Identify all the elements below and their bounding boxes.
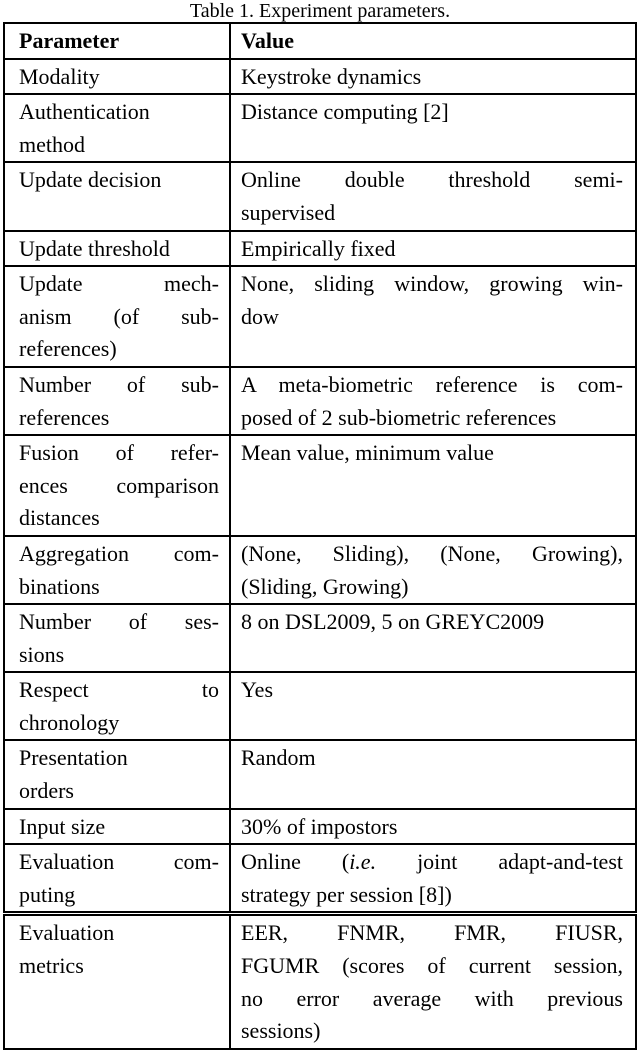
cell-line: references — [19, 404, 110, 430]
cell-line: Evaluation — [19, 920, 115, 946]
cell-line: orders — [19, 778, 74, 804]
parameter-cell — [4, 740, 230, 808]
cell-line: Keystroke dynamics — [241, 63, 422, 89]
cell-line: (None, Sliding), (None, Growing), — [241, 540, 623, 566]
parameter-cell — [4, 604, 230, 672]
table-row — [4, 367, 636, 435]
cell-line: dow — [241, 303, 279, 329]
cell-line: metrics — [19, 953, 84, 979]
table-caption: Table 1. Experiment parameters. — [189, 0, 451, 22]
cell-line: Random — [241, 745, 316, 771]
parameter-cell — [4, 231, 230, 267]
cell-line: references) — [19, 336, 117, 362]
value-cell — [230, 604, 636, 672]
cell-line: Number of sub- — [19, 371, 219, 397]
cell-line: Authentication — [19, 99, 150, 125]
cell-line: binations — [19, 573, 100, 599]
value-cell — [230, 740, 636, 808]
value-cell — [230, 809, 636, 845]
parameter-cell — [4, 914, 230, 1049]
parameter-cell — [4, 162, 230, 230]
table-row — [4, 844, 636, 914]
cell-line: posed of 2 sub-biometric references — [241, 404, 557, 430]
cell-line: Update threshold — [19, 235, 170, 261]
cell-line: Respect to — [19, 677, 219, 703]
cell-line: (Sliding, Growing) — [241, 573, 409, 599]
table-header-row — [4, 23, 636, 59]
value-cell — [230, 914, 636, 1049]
cell-line: strategy per session [8]) — [241, 881, 452, 907]
cell-line: Number of ses- — [19, 609, 219, 635]
value-cell — [230, 367, 636, 435]
cell-line: Yes — [241, 677, 274, 703]
table-row — [4, 435, 636, 536]
value-cell — [230, 536, 636, 604]
parameter-cell — [4, 844, 230, 914]
table-row — [4, 914, 636, 1049]
table-row — [4, 94, 636, 162]
value-cell — [230, 672, 636, 740]
cell-line: Modality — [19, 63, 100, 89]
cell-line: method — [19, 131, 85, 157]
cell-line: Distance computing [2] — [241, 99, 449, 125]
value-cell — [230, 94, 636, 162]
experiment-parameters-table — [3, 22, 637, 1050]
table-row — [4, 672, 636, 740]
cell-line: Mean value, minimum value — [241, 440, 494, 466]
cell-line: Update decision — [19, 167, 162, 193]
cell-line: EER, FNMR, FMR, FIUSR, — [241, 920, 623, 946]
parameter-cell — [4, 266, 230, 367]
cell-line: 8 on DSL2009, 5 on GREYC2009 — [241, 609, 545, 635]
table-row — [4, 266, 636, 367]
table-row — [4, 231, 636, 267]
value-cell — [230, 162, 636, 230]
parameter-cell — [4, 59, 230, 95]
cell-line: anism (of sub- — [19, 303, 219, 329]
parameter-cell — [4, 536, 230, 604]
cell-line: sions — [19, 641, 65, 667]
value-cell — [230, 266, 636, 367]
table-row — [4, 604, 636, 672]
cell-line: Presentation — [19, 745, 128, 771]
cell-line: Evaluation com- — [19, 849, 219, 875]
table-row — [4, 809, 636, 845]
cell-line: Fusion of refer- — [19, 440, 219, 466]
parameter-cell — [4, 367, 230, 435]
text-segment: Online ( — [241, 849, 350, 875]
header-value: Value — [230, 23, 636, 59]
value-cell — [230, 435, 636, 536]
value-cell — [230, 231, 636, 267]
cell-line: Empirically fixed — [241, 235, 396, 261]
cell-line: chronology — [19, 709, 120, 735]
header-parameter: Parameter — [4, 23, 230, 59]
cell-line: FGUMR (scores of current session, — [241, 953, 623, 979]
cell-line: None, sliding window, growing win- — [241, 271, 623, 297]
cell-line: 30% of impostors — [241, 813, 398, 839]
cell-line: puting — [19, 881, 76, 907]
parameter-cell — [4, 809, 230, 845]
parameter-cell — [4, 435, 230, 536]
value-cell — [230, 844, 636, 914]
cell-line: Update mech- — [19, 271, 219, 297]
parameter-cell — [4, 94, 230, 162]
cell-line: distances — [19, 505, 100, 531]
cell-line: Online double threshold semi- — [241, 167, 623, 193]
cell-line: A meta-biometric reference is com- — [241, 371, 623, 397]
value-cell — [230, 59, 636, 95]
table-row — [4, 162, 636, 230]
table-row — [4, 536, 636, 604]
cell-line — [241, 846, 623, 879]
cell-line: ences comparison — [19, 472, 219, 498]
table-row — [4, 740, 636, 808]
parameter-cell — [4, 672, 230, 740]
cell-line: supervised — [241, 199, 336, 225]
text-segment: joint adapt-and-test — [376, 849, 623, 875]
text-segment: i.e. — [349, 849, 377, 875]
cell-line: Aggregation com- — [19, 540, 219, 566]
cell-line: sessions) — [241, 1018, 321, 1044]
table-row — [4, 59, 636, 95]
cell-line: no error average with previous — [241, 985, 623, 1011]
cell-line: Input size — [19, 813, 106, 839]
